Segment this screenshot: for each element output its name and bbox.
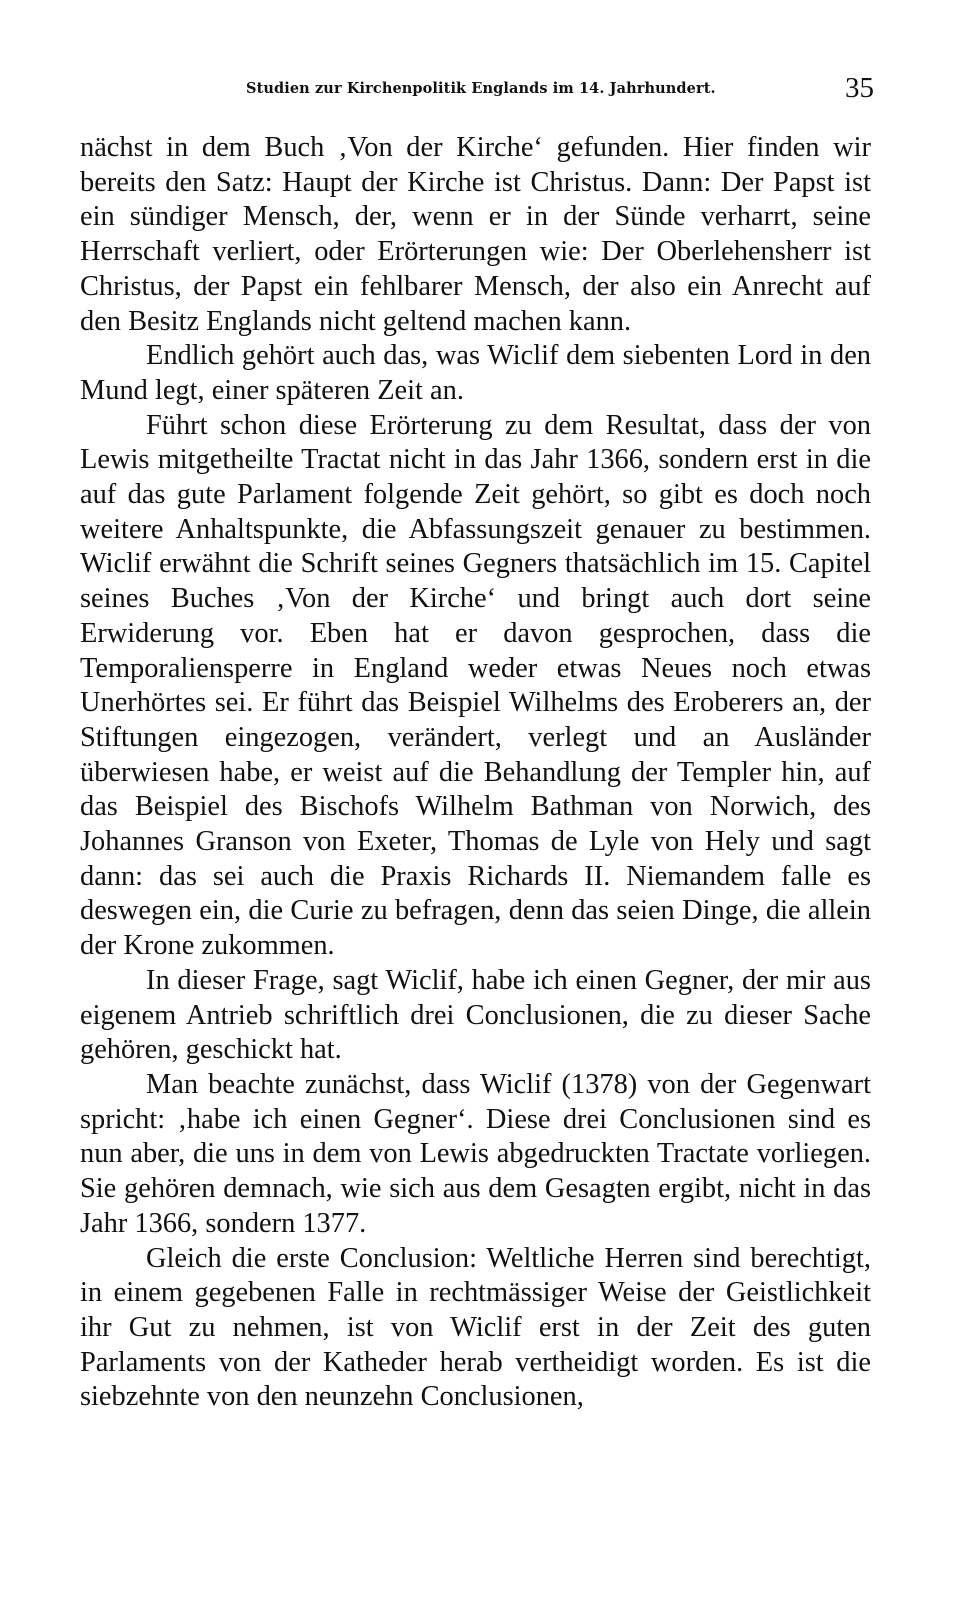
running-title: Studien zur Kirchenpolitik Englands im 14. Jahrhundert. [246,80,716,97]
paragraph: Man beachte zunächst, dass Wiclif (1378) von der Gegenwart spricht: ‚habe ich einen Gegner‘. Diese drei Conclusionen sind es nun aber, die uns in dem von Lewis abgedruckten Tractate vorliegen. Sie gehören demnach, wie sich aus dem Gesagten ergibt, nicht in das Jahr 1366, sondern 1377. [80,1068,871,1239]
body-text [80,131,871,1415]
paragraph: Gleich die erste Conclusion: Weltliche Herren sind berechtigt, in einem gegebenen Falle in rechtmässiger Weise der Geistlichkeit ihr Gut zu nehmen, ist von Wiclif erst in der Zeit des guten Parlaments von der Katheder herab vertheidigt worden. Es ist die siebzehnte von den neunzehn Conclusionen, [80,1242,871,1413]
paragraph: In dieser Frage, sagt Wiclif, habe ich einen Gegner, der mir aus eigenem Antrieb schriftlich drei Conclusionen, die zu dieser Sache gehören, geschickt hat. [80,964,871,1066]
page-number: 35 [845,72,874,104]
running-head [80,72,880,112]
paragraph: Endlich gehört auch das, was Wiclif dem siebenten Lord in den Mund legt, einer späteren Zeit an. [80,340,871,406]
paragraph: nächst in dem Buch ‚Von der Kirche‘ gefunden. Hier finden wir bereits den Satz: Haupt der Kirche ist Christus. Dann: Der Papst ist ein sündiger Mensch, der, wenn er in der Sünde verharrt, seine Herrschaft verliert, oder Erörterungen wie: Der Oberlehensherr ist Christus, der Papst ein fehlbarer Mensch, der also ein Anrecht auf den Besitz Englands nicht geltend machen kann. [80,132,871,337]
paragraph: Führt schon diese Erörterung zu dem Resultat, dass der von Lewis mitgetheilte Tractat nicht in das Jahr 1366, sondern erst in die auf das gute Parlament folgende Zeit gehört, so gibt es doch noch weitere Anhaltspunkte, die Abfassungszeit genauer zu bestimmen. Wiclif erwähnt die Schrift seines Gegners thatsächlich im 15. Capitel seines Buches ‚Von der Kirche‘ und bringt auch dort seine Erwiderung vor. Eben hat er davon gesprochen, dass die Temporaliensperre in England weder etwas Neues noch etwas Unerhörtes sei. Er führt das Beispiel Wilhelms des Eroberers an, der Stiftungen eingezogen, verändert, verlegt und an Ausländer überwiesen habe, er weist auf die Behandlung der Templer hin, auf das Beispiel des Bischofs Wilhelm Bathman von Norwich, des Johannes Granson von Exeter, Thomas de Lyle von Hely und sagt dann: das sei auch die Praxis Richards II. Niemandem falle es deswegen ein, die Curie zu befragen, denn das seien Dinge, die allein der Krone zukommen. [80,409,871,962]
